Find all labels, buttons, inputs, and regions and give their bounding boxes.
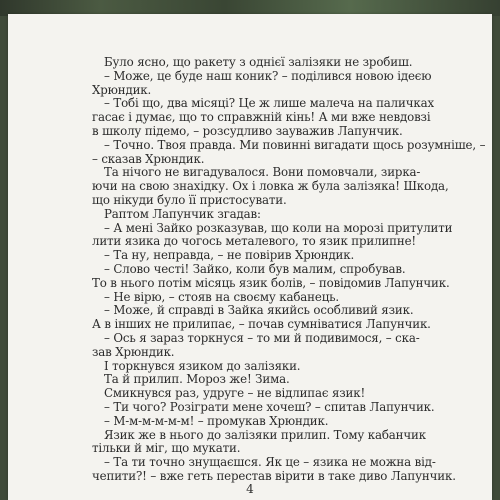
text-line: Язик же в нього до залізяки прилип. Тому кабанчик — [104, 427, 426, 442]
text-line: що нікуди було її пристосувати. — [92, 193, 287, 207]
text-line: зав Хрюндик. — [92, 344, 175, 359]
book-page — [8, 14, 492, 500]
text-line: – Не вірю, – стояв на своєму кабанець. — [104, 289, 340, 304]
text-line: – М-м-м-м-м-м! – промукав Хрюндик. — [104, 413, 329, 428]
text-line: Смикнувся раз, удруге – не відлипає язик! — [104, 386, 366, 401]
page-text — [8, 14, 492, 500]
text-line: ючи на свою знахідку. Ох і ловка ж була залізяка! Шкода, — [92, 179, 449, 194]
text-line: – Точно. Твоя правда. Ми повинні вигадати щось розумніше, – — [104, 137, 486, 152]
text-line: – Тобі що, два місяці? Це ж лише малеча на паличках — [104, 96, 434, 111]
page-number: 4 — [246, 482, 254, 496]
text-line: – Ось я зараз торкнуся – то ми й подивимося, – ска- — [104, 331, 420, 345]
text-line: Раптом Лапунчик згадав: — [104, 206, 261, 221]
text-line: – Ти чого? Розіграти мене хочеш? – спитав Лапунчик. — [104, 400, 435, 414]
text-line: І торкнувся язиком до залізяки. — [104, 358, 301, 373]
text-line: в школу підемо, – розсудливо зауважив Лапунчик. — [92, 124, 403, 138]
text-line: Хрюндик. — [92, 82, 152, 97]
text-line: – Може, це буде наш коник? – поділився новою ідеєю — [104, 68, 432, 83]
text-line: – А мені Зайко розказував, що коли на морозі притулити — [104, 220, 453, 235]
text-line: – Слово честі! Зайко, коли був малим, спробував. — [104, 262, 406, 276]
text-line: То в нього потім місяць язик болів, – повідомив Лапунчик. — [92, 275, 450, 290]
text-line: чепити?! – вже геть перестав вірити в таке диво Лапунчик. — [92, 469, 456, 483]
text-line: тільки й міг, що мукати. — [92, 441, 241, 456]
text-line: – Та ну, неправда, – не повірив Хрюндик. — [104, 248, 355, 263]
text-line: Було ясно, що ракету з однієї залізяки не зробиш. — [104, 55, 413, 69]
text-line: лити язика до чогось металевого, то язик прилипне! — [92, 234, 417, 249]
text-line: – Та ти точно знущаєшся. Як це – язика не можна від- — [104, 455, 436, 470]
text-line: – сказав Хрюндик. — [92, 151, 205, 166]
text-line: гасає і думає, що то справжній кінь! А ми вже невдовзі — [92, 110, 431, 125]
text-line: Та й прилип. Мороз же! Зима. — [104, 372, 290, 387]
text-line: Та нічого не вигадувалося. Вони помовчали, зирка- — [104, 165, 421, 180]
text-line: – Може, й справді в Зайка якийсь особливий язик. — [104, 303, 414, 318]
text-line: А в інших не прилипає, – почав сумніватися Лапунчик. — [92, 317, 431, 332]
